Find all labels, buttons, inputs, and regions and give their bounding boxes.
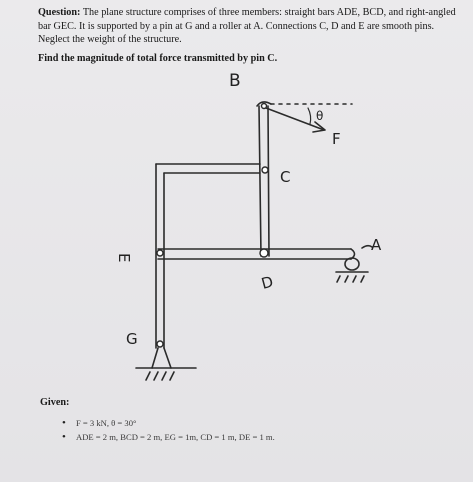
given-heading: Given: [40, 397, 70, 408]
given-list [62, 416, 275, 444]
pin-g [157, 341, 163, 347]
pin-e [157, 250, 163, 256]
label-e: E [115, 253, 133, 263]
label-c: C [280, 168, 291, 186]
given-item-force: • F = 3 kN, θ = 30° [62, 416, 275, 430]
pin-c [262, 167, 268, 173]
structure-sketch [96, 66, 396, 396]
roller-a [345, 258, 359, 270]
pin-b [262, 104, 267, 109]
label-g: G [126, 330, 138, 348]
question-text: The plane structure comprises of three members: straight bars ADE, BCD, and right-angled bar GEC. It is supported by a pin at G and a roller at A. Connections C, D and E are smooth pins. Neglect the weight of the structure. [38, 7, 456, 46]
bar-gec-top [156, 164, 260, 173]
label-d: D [259, 272, 276, 293]
label-f: F [332, 130, 341, 148]
label-theta: θ [316, 109, 324, 123]
pin-g-support [152, 348, 171, 368]
pin-d [260, 249, 268, 257]
bar-ade [158, 249, 351, 259]
given-item-lengths: • ADE = 2 m, BCD = 2 m, EG = 1m, CD = 1 m, DE = 1 m. [62, 430, 275, 444]
question-paragraph [38, 6, 463, 47]
bar-bcd [259, 106, 269, 256]
label-a: A [371, 236, 382, 254]
find-instruction: Find the magnitude of total force transmitted by pin C. [38, 53, 278, 64]
question-label: Question: [38, 7, 81, 18]
label-b: B [229, 71, 241, 91]
